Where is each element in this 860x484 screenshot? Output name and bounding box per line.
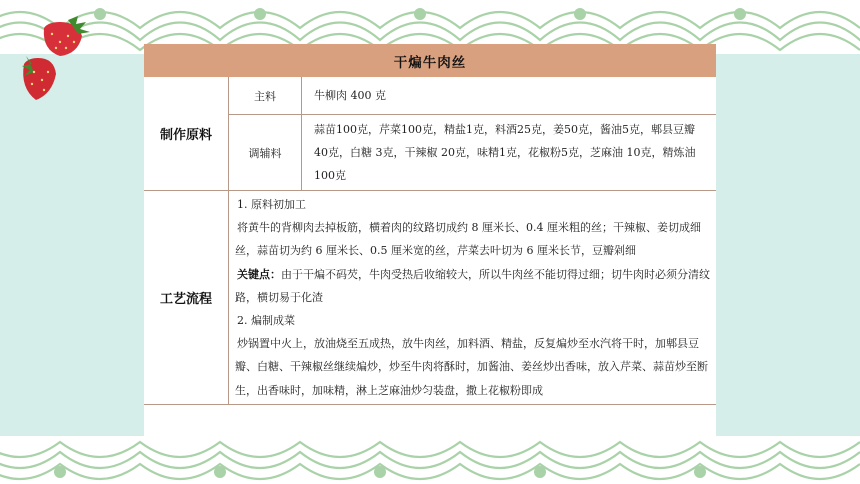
ingredients-heading: 制作原料 bbox=[144, 77, 229, 191]
table-row bbox=[144, 115, 716, 191]
step2-text: 炒锅置中火上，放油烧至五成热，放牛肉丝，加料酒、精盐，反复煸炒至水汽将干时，加郫县豆瓣、白糖、干辣椒丝继续煸炒，炒至牛肉将酥时，加酱油、姜丝炒出香味，放入芹菜、蒜苗炒至断生，出香味时，加味精，淋上芝麻油炒匀装盘，撒上花椒粉即成 bbox=[235, 337, 708, 397]
seasoning-value: 蒜苗100克，芹菜100克，精盐1克，料酒25克，姜50克，酱油5克，郫县豆瓣 40克，白糖 3克，干辣椒 20克，味精1克，花椒粉5克，芝麻油 10克，精炼油 100克 bbox=[302, 115, 717, 191]
process-content bbox=[229, 191, 717, 405]
table-row bbox=[144, 191, 716, 405]
recipe-card bbox=[144, 44, 716, 437]
bottom-wave-decoration bbox=[0, 432, 860, 484]
strawberry-icon bbox=[18, 52, 62, 104]
key-point-text: 由于干煸不码芡，牛肉受热后收缩较大，所以牛肉丝不能切得过细；切牛肉时必须分清纹路，横切易于化渣 bbox=[235, 267, 710, 304]
seasoning-label: 调辅料 bbox=[229, 115, 302, 191]
main-ingredient-value: 牛柳肉 400 克 bbox=[302, 77, 717, 115]
step1-text: 将黄牛的背柳肉去掉板筋，横着肉的纹路切成约 8 厘米长、0.4 厘米粗的丝；干辣椒、姜切成细丝，蒜苗切为约 6 厘米长、0.5 厘米宽的丝，芹菜去叶切为 6 厘米长节，豆瓣剁细 bbox=[235, 221, 701, 258]
table-row bbox=[144, 77, 716, 115]
key-point bbox=[235, 263, 710, 309]
step2-title: 2. 煸制成菜 bbox=[237, 314, 295, 328]
main-ingredient-label: 主料 bbox=[229, 77, 302, 115]
key-point-label: 关键点： bbox=[237, 267, 281, 281]
step1-title: 1. 原料初加工 bbox=[237, 198, 306, 211]
process-heading: 工艺流程 bbox=[144, 191, 229, 405]
recipe-title: 干煸牛肉丝 bbox=[144, 44, 716, 77]
recipe-table bbox=[144, 77, 716, 405]
